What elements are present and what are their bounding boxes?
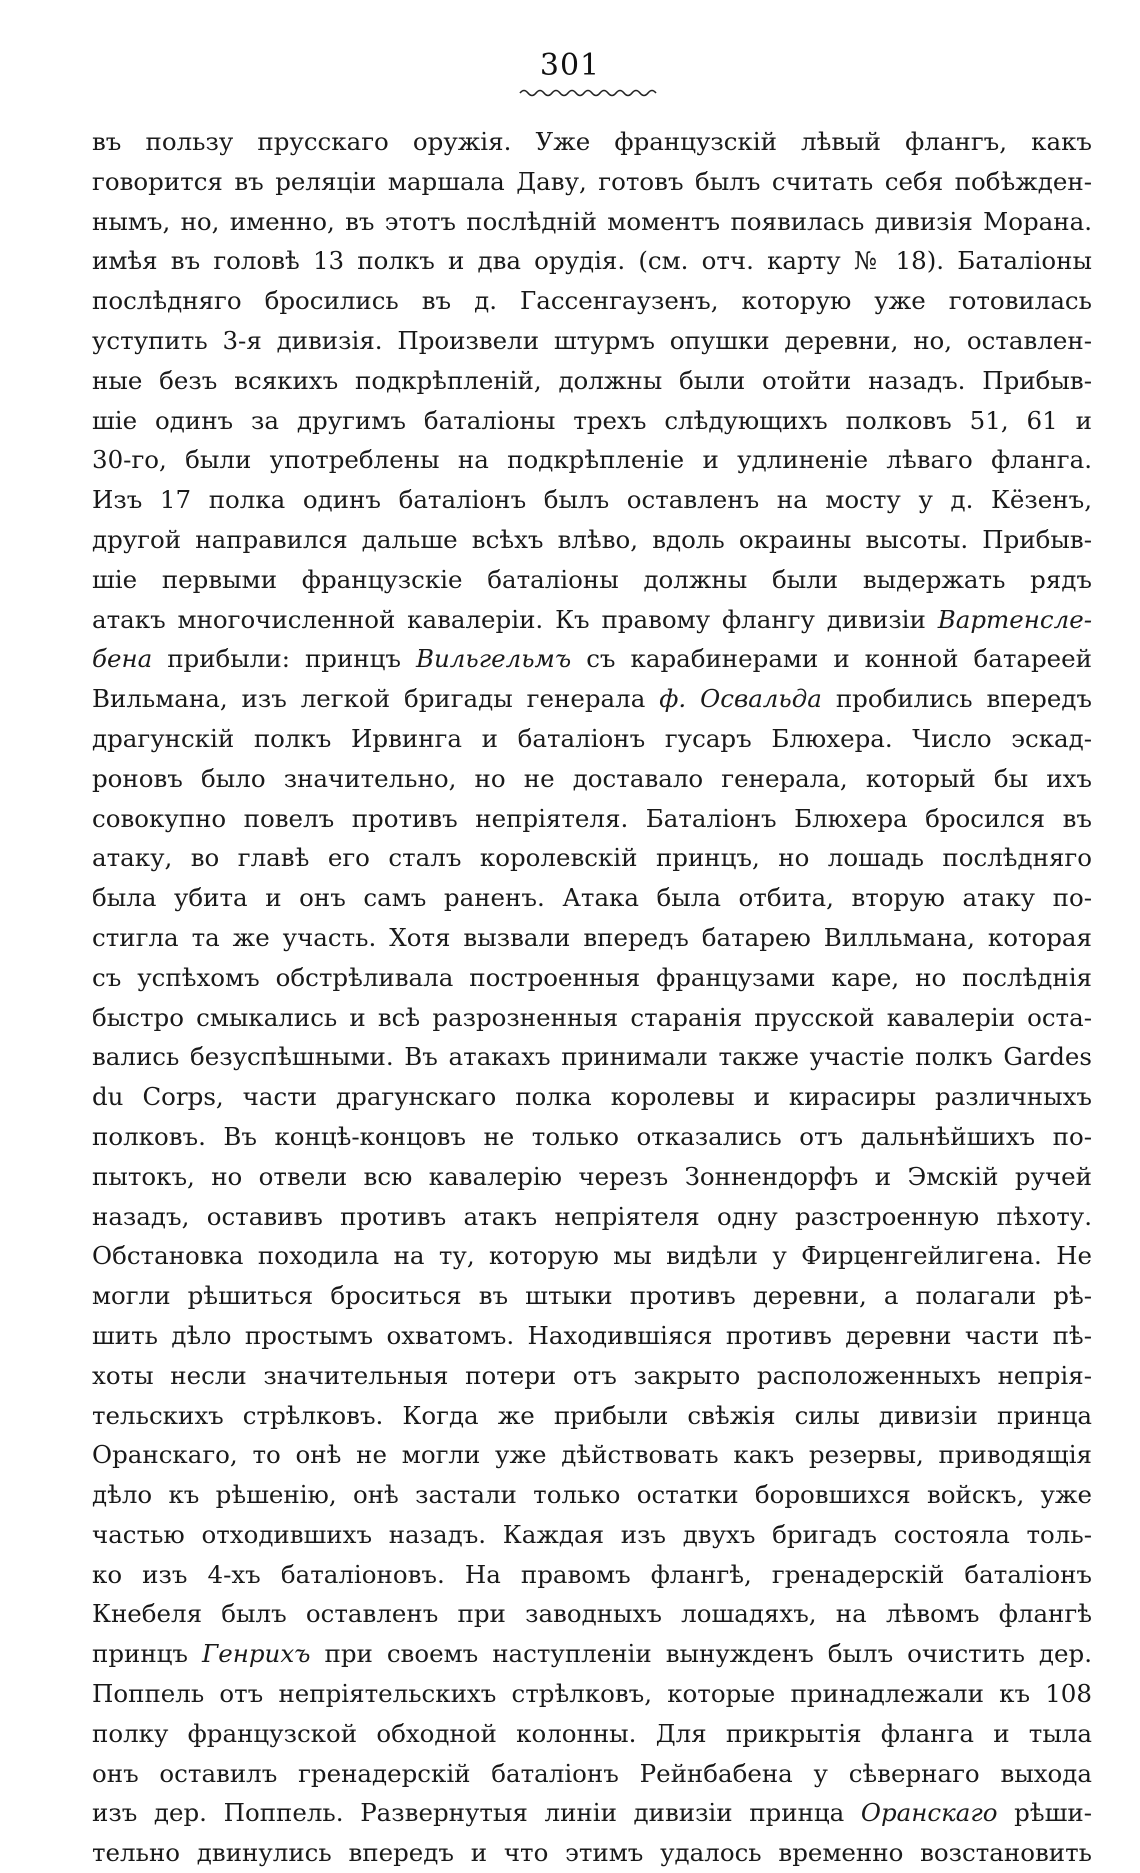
text-segment: изъ дер. Поппель. Развернутыя линіи дивизіи принца <box>92 1798 845 1828</box>
italic-name: ф. Освальда <box>659 684 822 714</box>
text-line: тельскихъ стрѣлковъ. Когда же прибыли свѣжія силы дивизіи принца <box>92 1400 1092 1430</box>
text-line: шіе одинъ за другимъ баталіоны трехъ слѣдующихъ полковъ 51, 61 и <box>92 405 1092 435</box>
text-line: драгунскій полкъ Ирвинга и баталіонъ гусаръ Блюхера. Число эскад- <box>92 723 1092 753</box>
text-segment: при своемъ наступленіи вынужденъ былъ очистить дер. <box>324 1639 1092 1669</box>
text-line: въ пользу прусскаго оружія. Уже французскій лѣвый флангъ, какъ <box>92 127 1092 156</box>
text-line: ные безъ всякихъ подкрѣпленій, должны были отойти назадъ. Прибыв- <box>92 365 1092 395</box>
text-line: съ успѣхомъ обстрѣливала построенныя французами каре, но послѣднія <box>92 962 1092 992</box>
text-line: вались безуспѣшными. Въ атакахъ принимали также участіе полкъ Gardes <box>92 1042 1092 1072</box>
text-line <box>92 679 1092 719</box>
text-line: могли рѣшиться броситься въ штыки противъ деревни, а полагали рѣ- <box>92 1281 1092 1311</box>
italic-name: Вильгельмъ <box>416 644 572 674</box>
text-segment: атакъ многочисленной кавалеріи. Къ правому флангу дивизіи <box>92 604 926 634</box>
text-line <box>92 1793 1092 1833</box>
text-line: частью отходившихъ назадъ. Каждая изъ двухъ бригадъ состояла толь- <box>92 1519 1092 1549</box>
text-line: уступить 3-я дивизія. Произвели штурмъ опушки деревни, но, оставлен- <box>92 325 1092 355</box>
text-line: онъ оставилъ гренадерскій баталіонъ Рейнбабена у сѣвернаго выхода <box>92 1758 1092 1788</box>
text-line: имѣя въ головѣ 13 полкъ и два орудія. (см. отч. карту № 18). Баталіоны <box>92 246 1092 276</box>
page-number: 301 <box>539 48 601 83</box>
italic-name: Оранскаго <box>860 1798 998 1828</box>
text-line: роновъ было значительно, но не доставало генерала, который бы ихъ <box>92 763 1092 793</box>
italic-name: бена <box>92 644 153 674</box>
wavy-rule-ornament <box>518 86 658 100</box>
text-segment: пробились впередъ <box>835 684 1092 714</box>
text-line <box>92 639 1092 679</box>
italic-name: Вартенсле- <box>937 604 1092 634</box>
text-line: Поппель отъ непріятельскихъ стрѣлковъ, которые принадлежали къ 108 <box>92 1679 1092 1709</box>
text-line <box>92 600 1092 640</box>
text-line: Обстановка походила на ту, которую мы видѣли у Фирценгейлигена. Не <box>92 1241 1092 1271</box>
text-line: полковъ. Въ концѣ-концовъ не только отказались отъ дальнѣйшихъ по- <box>92 1121 1092 1151</box>
text-segment: принцъ <box>92 1639 189 1669</box>
text-line: хоты несли значительныя потери отъ закрыто расположенныхъ непрія- <box>92 1360 1092 1390</box>
text-line: 30-го, были употреблены на подкрѣпленіе и удлиненіе лѣваго фланга. <box>92 445 1092 475</box>
text-line: пытокъ, но отвели всю кавалерію черезъ Зоннендорфъ и Эмскій ручей <box>92 1161 1092 1191</box>
text-line: другой направился дальше всѣхъ влѣво, вдоль окраины высоты. Прибыв- <box>92 524 1092 554</box>
text-segment: рѣши- <box>1014 1798 1092 1828</box>
text-segment: прибыли: принцъ <box>167 644 401 674</box>
text-line: Изъ 17 полка одинъ баталіонъ былъ оставленъ на мосту у д. Кёзенъ, <box>92 485 1092 515</box>
body-text <box>92 122 1092 1873</box>
text-line: ко изъ 4-хъ баталіоновъ. На правомъ флангѣ, гренадерскій баталіонъ <box>92 1559 1092 1589</box>
text-line: быстро смыкались и всѣ разрозненныя старанія прусской кавалеріи оста- <box>92 1002 1092 1032</box>
text-line: нымъ, но, именно, въ этотъ послѣдній моментъ появилась дивизія Морана. <box>92 206 1092 236</box>
text-line: дѣло къ рѣшенію, онѣ застали только остатки боровшихся войскъ, уже <box>92 1480 1092 1510</box>
text-line: атаку, во главѣ его сталъ королевскій принцъ, но лошадь послѣдняго <box>92 843 1092 873</box>
text-line: назадъ, оставивъ противъ атакъ непріятеля одну разстроенную пѣхоту. <box>92 1201 1092 1231</box>
text-line: Оранскаго, то онѣ не могли уже дѣйствовать какъ резервы, приводящія <box>92 1440 1092 1470</box>
text-line: совокупно повелъ противъ непріятеля. Баталіонъ Блюхера бросился въ <box>92 803 1092 833</box>
text-line: шить дѣло простымъ охватомъ. Находившіяся противъ деревни части пѣ- <box>92 1320 1092 1350</box>
text-line: стигла та же участь. Хотя вызвали впередъ батарею Вилльмана, которая <box>92 922 1092 952</box>
text-segment: Вильмана, изъ легкой бригады генерала <box>92 684 646 714</box>
text-line: была убита и онъ самъ раненъ. Атака была отбита, вторую атаку по- <box>92 883 1092 913</box>
italic-name: Генрихъ <box>202 1639 311 1669</box>
text-line: шіе первыми французскіе баталіоны должны были выдержать рядъ <box>92 564 1092 594</box>
text-line: du Corps, части драгунскаго полка королевы и кирасиры различныхъ <box>92 1082 1092 1112</box>
text-line: полку французской обходной колонны. Для прикрытія фланга и тыла <box>92 1718 1092 1748</box>
text-line <box>92 1634 1092 1674</box>
text-line: говорится въ реляціи маршала Даву, готовъ былъ считать себя побѣжден- <box>92 166 1092 196</box>
text-segment: съ карабинерами и конной батареей <box>586 644 1092 674</box>
text-line: тельно двинулись впередъ и что этимъ удалось временно возстановить <box>92 1838 1092 1868</box>
text-line: Кнебеля былъ оставленъ при заводныхъ лошадяхъ, на лѣвомъ флангѣ <box>92 1599 1092 1629</box>
text-line: послѣдняго бросились въ д. Гассенгаузенъ, которую уже готовилась <box>92 286 1092 316</box>
